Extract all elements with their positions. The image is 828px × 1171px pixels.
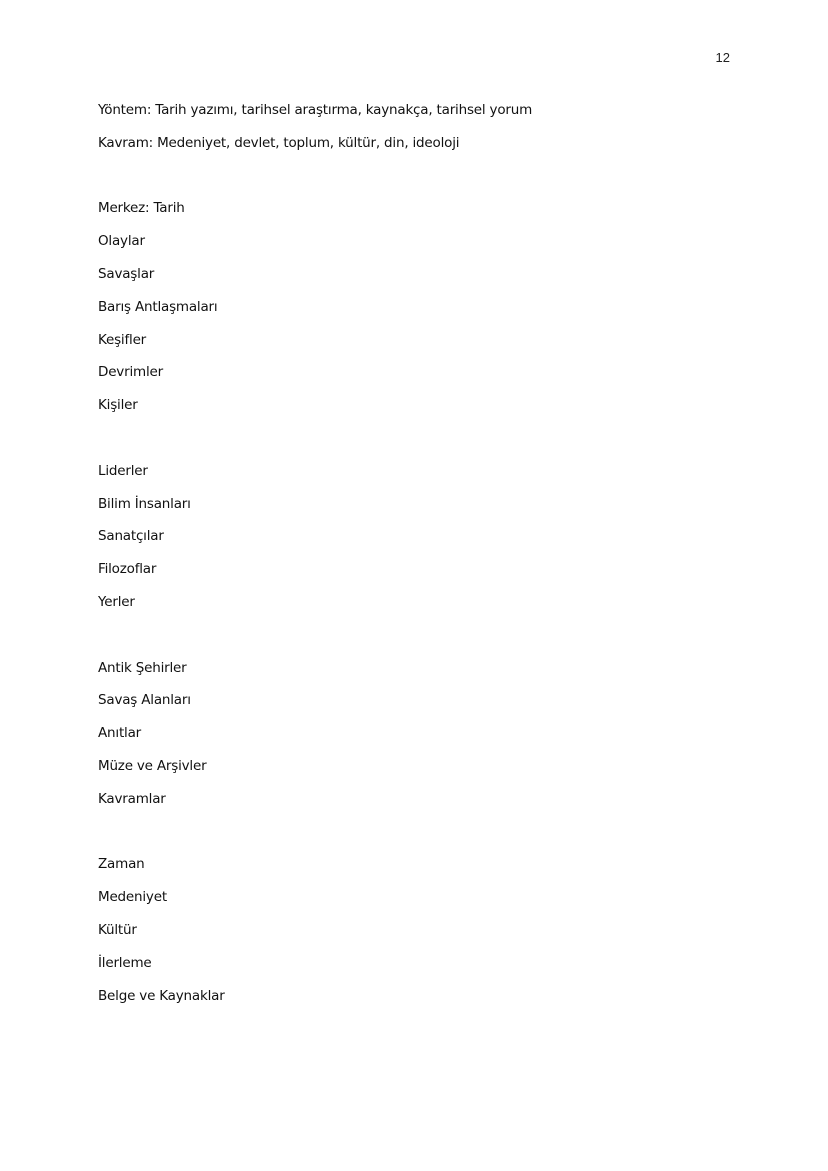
list-item: Sanatçılar (98, 528, 164, 545)
list-item: Anıtlar (98, 725, 142, 742)
center-topic: Merkez: Tarih (98, 200, 185, 217)
list-item: Liderler (98, 462, 148, 479)
spacer (98, 822, 738, 855)
list-item: Bilim İnsanları (98, 495, 191, 512)
list-item: Keşifler (98, 331, 147, 348)
list-item: Zaman (98, 856, 145, 873)
list-item: Barış Antlaşmaları (98, 298, 218, 315)
list-item: Müze ve Arşivler (98, 757, 207, 774)
list-item: İlerleme (98, 954, 152, 971)
document-body (98, 100, 738, 1018)
page-number: 12 (715, 50, 730, 65)
events-heading: Olaylar (98, 233, 145, 250)
concepts-heading: Kavramlar (98, 790, 166, 807)
spacer (98, 625, 738, 658)
method-line: Yöntem: Tarih yazımı, tarihsel araştırma, kaynakça, tarihsel yorum (98, 102, 533, 118)
list-item: Filozoflar (98, 561, 157, 578)
list-item: Savaşlar (98, 265, 155, 282)
spacer (98, 428, 738, 461)
list-item: Savaş Alanları (98, 692, 191, 709)
list-item: Antik Şehirler (98, 659, 187, 676)
concept-line: Kavram: Medeniyet, devlet, toplum, kültür, din, ideoloji (98, 134, 460, 151)
spacer (98, 166, 738, 199)
list-item: Kültür (98, 921, 137, 938)
list-item: Devrimler (98, 364, 163, 381)
people-heading: Kişiler (98, 397, 138, 414)
places-heading: Yerler (98, 593, 135, 610)
list-item: Belge ve Kaynaklar (98, 987, 225, 1004)
list-item: Medeniyet (98, 889, 167, 906)
